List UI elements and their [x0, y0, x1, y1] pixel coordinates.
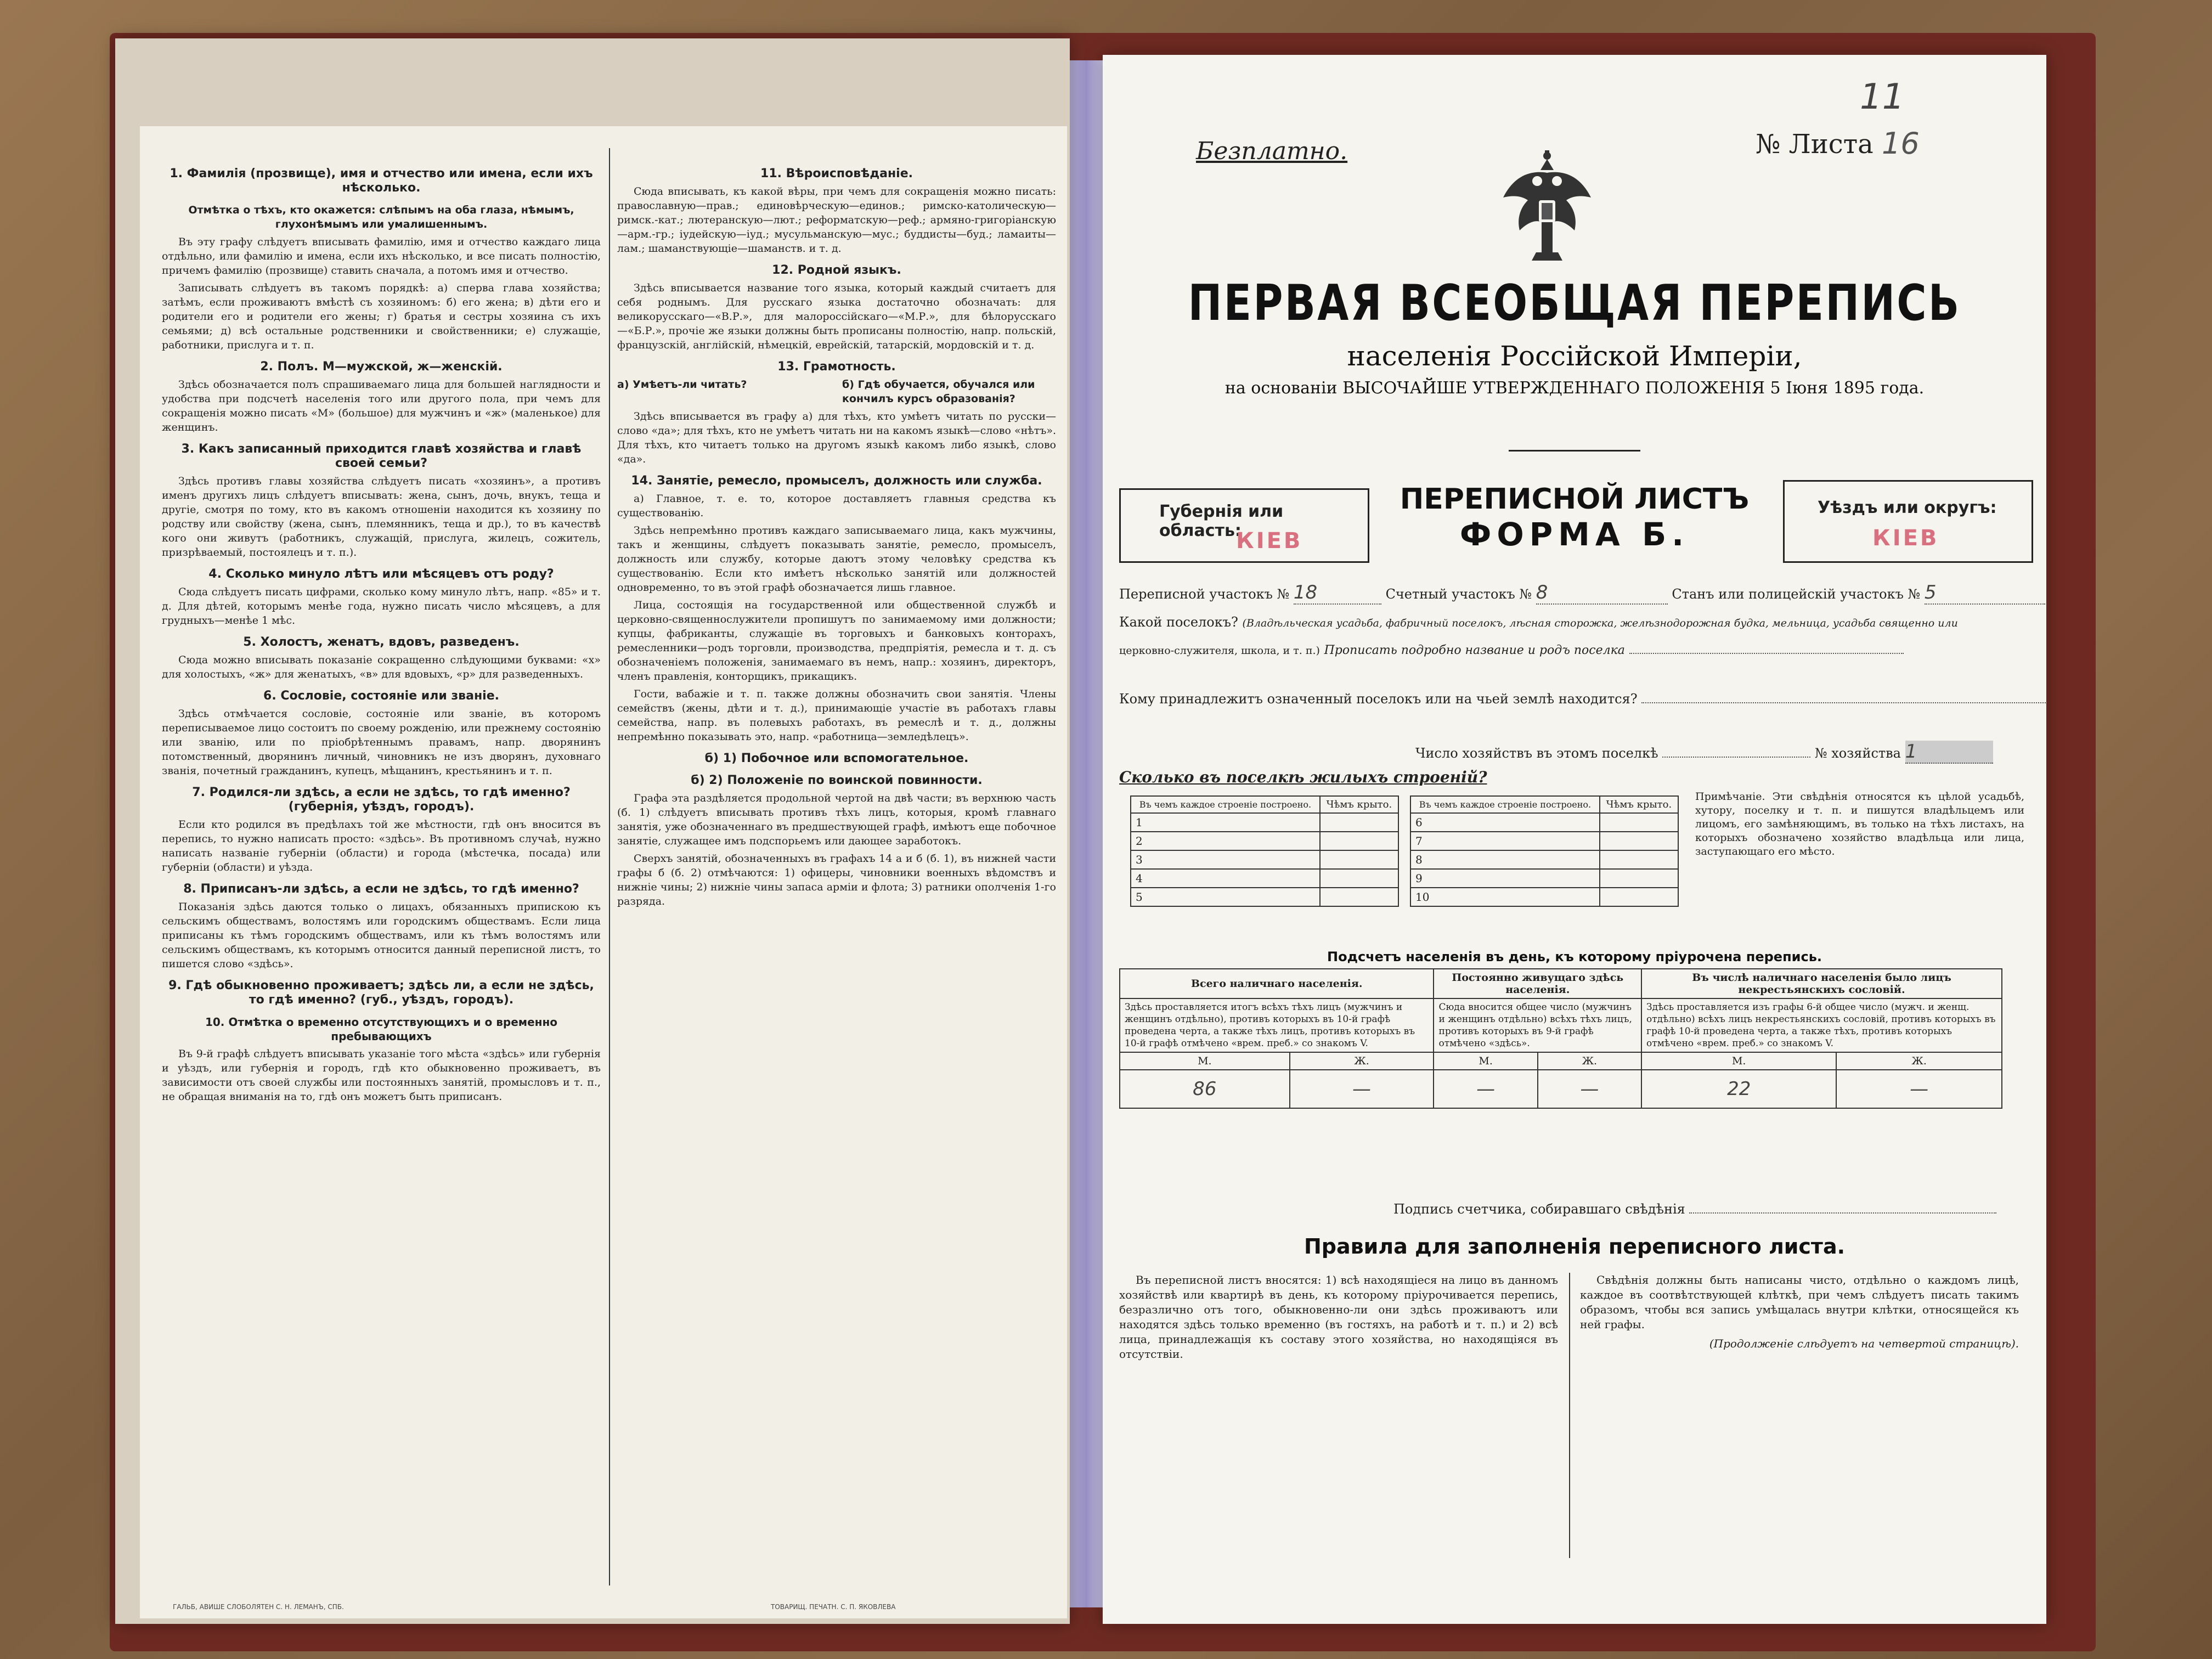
form-variant: ФОРМА Б. [1459, 516, 1690, 553]
building-row-num: 9 [1410, 869, 1600, 888]
households-row [1119, 741, 2030, 764]
section-14b-title: б) 1) Побочное или вспомогательное. [704, 752, 969, 765]
stan-label: Станъ или полицейскій участокъ № [1672, 586, 1921, 602]
section-5-title: 5. Холостъ, женатъ, вдовъ, разведенъ. [243, 635, 520, 649]
census-subtitle: населенія Россійской Имперіи, [1347, 340, 1802, 372]
buildings-col-roof: Чѣмъ крыто. [1600, 796, 1678, 813]
section-4-text: Сюда слѣдуетъ писать цифрами, сколько кому минуло лѣтъ, напр. «85» и т. д. Для дѣтей, которымъ менѣе года, нужно писать число мѣсяцевъ, а для грудныхъ—менѣе 1 мѣс. [162, 586, 601, 627]
buildings-table-left [1130, 795, 1399, 907]
count-desc-non-peasant: Здѣсь проставляется изъ графы 6-й общее число (мужч. и женщ. отдѣльно) всѣхъ лицъ некрестьянскихъ сословій, противъ которыхъ въ графѣ 10-й проведена черта, а также тѣхъ, противъ которыхъ отмѣчено «врем. преб.» со знакомъ V. [1641, 998, 2002, 1052]
household-no-value: 1 [1905, 741, 1917, 763]
building-row-num: 5 [1131, 888, 1320, 906]
poselok-hint-2: церковно-служителя, школа, и т. п.) [1119, 645, 1320, 657]
section-3-text: Здѣсь противъ главы хозяйства слѣдуетъ писать «хозяинъ», а противъ именъ другихъ лицъ слѣдуетъ вписывать: жена, сынъ, дочь, внукъ, теща и другіе, смотря по тому, кто въ какомъ отношеніи находится къ хозяину по родству или свойству (жена, сынъ, племянникъ, теща и др.), то въ качествѣ кого они живутъ (работникъ, служащій, прислуга, жилецъ, сожитель, призрѣваемый, постоялецъ и т. п.). [162, 475, 601, 558]
building-cell[interactable] [1320, 869, 1398, 888]
handwritten-page-number: 11 [1860, 77, 1905, 117]
schet-uchastok-label: Счетный участокъ № [1385, 586, 1532, 602]
section-12-title: 12. Родной языкъ. [772, 263, 901, 277]
section-1-text-2: Записывать слѣдуетъ въ такомъ порядкѣ: а) сперва глава хозяйства; затѣмъ, если проживаютъ вмѣстѣ съ хозяиномъ: б) его жена; в) дѣти его и родители его и родители его жены; г) братья и сестры хозяина съ ихъ семьями; д) всѣ остальные родственники и свойственники; е) служащіе, работники, прислуга и т. п. [162, 282, 601, 351]
building-row-num: 4 [1131, 869, 1320, 888]
column-divider [609, 148, 610, 1585]
buildings-col-built: Въ чемъ каждое строеніе построено. [1131, 796, 1320, 813]
stan-field[interactable] [1925, 582, 2045, 605]
schet-uchastok-value: 8 [1536, 582, 1548, 603]
permanent-female-value[interactable]: — [1538, 1070, 1641, 1108]
building-row-num: 8 [1410, 850, 1600, 869]
rules-column-left [1119, 1273, 1558, 1362]
section-13-subheads [617, 377, 1056, 406]
poselok-hint: (Владѣльческая усадьба, фабричный поселокъ, лѣсная сторожка, желѣзнодорожная будка, мельница, усадьба священно или [1242, 617, 1958, 629]
count-head-total: Всего наличнаго населенія. [1120, 969, 1434, 998]
perepis-uchastok-label: Переписной участокъ № [1119, 586, 1290, 602]
owner-label: Кому принадлежитъ означенный поселокъ или на чьей землѣ находится? [1119, 691, 1638, 707]
population-count-table [1119, 968, 2002, 1109]
building-cell[interactable] [1600, 813, 1678, 832]
gubernia-label: Губернія или область: [1159, 502, 1284, 540]
col-female: Ж. [1836, 1052, 2002, 1070]
section-9-title: 9. Гдѣ обыкновенно проживаетъ; здѣсь ли, а если не здѣсь, то гдѣ именно? (губ., уѣздъ, городъ). [168, 979, 594, 1007]
section-8-text: Показанія здѣсь даются только о лицахъ, обязанныхъ припискою къ сельскимъ обществамъ, волостямъ или городскимъ обществамъ. Если лица приписаны къ тѣмъ городскимъ обществамъ, или къ тѣмъ волостямъ или сельскимъ обществамъ, къ которымъ относится данный переписной листъ, то пишется слово «здѣсь». [162, 901, 601, 970]
poselok-field[interactable] [1629, 653, 1904, 654]
section-13-title: 13. Грамотность. [777, 360, 896, 374]
section-9-text: Въ 9-й графѣ слѣдуетъ вписывать указаніе того мѣста «здѣсь» или губернія и уѣздъ, или губернія и городъ, гдѣ кто обыкновенно проживаетъ, въ зависимости отъ своей службы или постоянныхъ занятій, промысловъ и т. п., не обращая вниманія на то, гдѣ онъ можетъ быть приписанъ. [162, 1048, 601, 1103]
section-14a: а) Главное, т. е. то, которое доставляетъ главныя средства къ существованію. [617, 493, 1056, 519]
census-main-title: ПЕРВАЯ ВСЕОБЩАЯ ПЕРЕПИСЬ [1188, 274, 1961, 332]
section-6-text: Здѣсь отмѣчается сословіе, состояніе или званіе, въ которомъ переписываемое лицо состоитъ по своему рожденію, или прежнему состоянію или званію, или по пріобрѣтеннымъ правамъ, напр. дворянинъ потомственный, дворянинъ личный, чиновникъ не изъ дворянъ, духовнаго званія, почетный гражданинъ, купецъ, мѣщанинъ, крестьянинъ и т. п. [162, 708, 601, 777]
count-head-permanent: Постоянно живущаго здѣсь населенія. [1434, 969, 1641, 998]
rules-column-right [1580, 1273, 2019, 1351]
building-cell[interactable] [1600, 832, 1678, 850]
building-cell[interactable] [1320, 813, 1398, 832]
left-footer-1: ГАЛЬБ, АВИШЕ СЛОБОЛЯТЕН С. Н. ЛЕМАНЪ, СПБ. [173, 1603, 344, 1611]
census-legal-basis: на основаніи ВЫСОЧАЙШЕ УТВЕРЖДЕННАГО ПОЛОЖЕНІЯ 5 Іюня 1895 года. [1224, 379, 1925, 398]
settlement-row [1119, 614, 2030, 630]
sheet-number-value: 16 [1882, 126, 1920, 161]
instructions-column-2 [617, 159, 1056, 912]
schet-uchastok-field[interactable] [1536, 582, 1668, 605]
title-rule [1509, 450, 1640, 452]
uezd-value: КІЕВ [1872, 526, 1939, 551]
col-female: Ж. [1290, 1052, 1434, 1070]
sheet-number-label: № Листа [1756, 129, 1874, 160]
total-female-value[interactable]: — [1290, 1070, 1434, 1108]
building-row-num: 6 [1410, 813, 1600, 832]
building-cell[interactable] [1320, 850, 1398, 869]
signature-row [1119, 1201, 2030, 1217]
households-label: Число хозяйствъ въ этомъ поселкѣ [1415, 746, 1658, 761]
section-14b-text: Графа эта раздѣляется продольной чертой на двѣ части; въ верхнюю часть (б. 1) слѣдуетъ вписывать противъ тѣхъ лицъ, которыя, кромѣ главнаго занятія, уже обозначеннаго въ предшествующей графѣ, имѣютъ еще побочное занятіе, служащее имъ подспорьемъ или дающее заработокъ. [617, 792, 1056, 847]
perepis-uchastok-field[interactable] [1294, 582, 1381, 605]
signature-label: Подпись счетчика, собиравшаго свѣдѣнія [1393, 1201, 1685, 1217]
buildings-label: Сколько въ поселкѣ жилыхъ строеній? [1119, 768, 1487, 786]
section-13b: б) Гдѣ обучается, обучался или кончилъ курсъ образованія? [842, 379, 1035, 405]
section-14-text-2: Лица, состоящія на государственной или общественной службѣ и церковно-священнослужители пропишутъ по занимаемому ими должности; купцы, фабриканты, служащіе въ торговыхъ и банковыхъ конторахъ, ремесленники—родъ торговли, производства, предпріятія, ремесла и т. д. съ обозначеніемъ положенія, занимаемаго въ немъ, напр.: хозяинъ, директоръ, членъ правленія, конторщикъ, прикащикъ. [617, 599, 1056, 682]
section-14-text: Здѣсь непремѣнно противъ каждаго записываемаго лица, какъ мужчины, такъ и женщины, слѣдуетъ показывать занятіе, ремесло, промыселъ, должность или службу, которые даютъ этому человѣку средства къ существованію. Если кто имѣетъ нѣсколько занятій или должностей одновременно, то въ этой графѣ обозначается лишь главное. [617, 524, 1056, 594]
gubernia-value: КІЕВ [1236, 528, 1303, 554]
section-3-title: 3. Какъ записанный приходится главѣ хозяйства и главѣ своей семьи? [181, 442, 582, 470]
count-desc-permanent: Сюда вносится общее число (мужчинъ и женщинъ отдѣльно) всѣхъ тѣхъ лицъ, противъ которыхъ въ 9-й графѣ отмѣчено «здѣсь». [1434, 998, 1641, 1052]
section-4-title: 4. Сколько минуло лѣтъ или мѣсяцевъ отъ роду? [208, 567, 554, 581]
stan-value: 5 [1924, 582, 1937, 603]
settlement-row-2 [1119, 642, 2030, 657]
section-10-title: 10. Отмѣтка о временно отсутствующихъ и о временно пребывающихъ [205, 1015, 558, 1043]
continuation-note: (Продолженіе слѣдуетъ на четвертой страницѣ). [1709, 1337, 2019, 1350]
section-7-title: 7. Родился-ли здѣсь, а если не здѣсь, то гдѣ именно? (губернія, уѣздъ, городъ). [192, 786, 571, 814]
non-peasant-male-value[interactable]: 22 [1641, 1070, 1836, 1108]
rules-left-text: Въ переписной листъ вносятся: 1) всѣ находящіеся на лицо въ данномъ хозяйствѣ или квартирѣ въ день, къ которому пріурочивается перепись, безразлично отъ того, обыкновенно-ли они здѣсь проживаютъ или находятся здѣсь только временно (въ гостяхъ, на работѣ и т. п.) и 2) всѣ лица, принадлежащія къ составу этого хозяйства, но находящіяся въ отсутствіи. [1119, 1273, 1558, 1361]
building-cell[interactable] [1600, 888, 1678, 906]
owner-field[interactable] [1641, 702, 2046, 703]
buildings-note: Примѣчаніе. Эти свѣдѣнія относятся къ цѣлой усадьбѣ, хутору, поселку и т. п. и пишутся владѣльцемъ или лицомъ, его замѣняющимъ, въ только на тѣхъ листахъ, на которыхъ обозначено хозяйство владѣльца или лица, заступающаго его мѣсто. [1695, 791, 2024, 857]
section-1-subtitle: Отмѣтка о тѣхъ, кто окажется: слѣпымъ на оба глаза, нѣмымъ, глухонѣмымъ или умалишеннымъ. [188, 204, 574, 230]
section-7-text: Если кто родился въ предѣлахъ той же мѣстности, гдѣ онъ вносится въ перепись, то нужно написать просто: «здѣсь». Въ противномъ случаѣ, нужно написать названіе губерніи (области) и города (мѣстечка, посада) или губерніи (области) и уѣзда. [162, 819, 601, 873]
form-title: ПЕРЕПИСНОЙ ЛИСТЪ [1400, 483, 1750, 516]
building-cell[interactable] [1600, 850, 1678, 869]
section-2-text: Здѣсь обозначается полъ спрашиваемаго лица для большей наглядности и удобства при подсчетѣ населенія того или другого пола, при чемъ для сокращенія можно писать «М» (большое) для мужчинъ и «ж» (маленькое) для женщинъ. [162, 379, 601, 433]
permanent-male-value[interactable]: — [1434, 1070, 1537, 1108]
section-14-text-3: Гости, вабажіе и т. п. также должны обозначить свои занятія. Члены семействъ (жены, дѣти и т. д.), принимающіе участіе въ работахъ главы семейства, напр. въ полевыхъ работахъ, въ ремеслѣ и т. д., должны непремѣнно показывать это, напр. «работница—земледѣлецъ». [617, 688, 1056, 743]
building-cell[interactable] [1320, 832, 1398, 850]
section-14b-text-2: Сверхъ занятій, обозначенныхъ въ графахъ 14 а и б (б. 1), въ нижней части графы б (б. 2) отмѣчаются: 1) офицеры, чиновники военныхъ вѣдомствъ и нижніе чины; 2) нижніе чины запаса арміи и флота; 3) ратники ополченія 1-го разряда. [617, 853, 1056, 907]
count-desc-total: Здѣсь проставляется итогъ всѣхъ тѣхъ лицъ (мужчинъ и женщинъ отдѣльно), противъ которыхъ въ 10-й графѣ проведена черта, а также тѣхъ лицъ, противъ которыхъ въ 10-й графѣ отмѣчено «врем. преб.» со знакомъ V. [1120, 998, 1434, 1052]
uezd-box [1783, 480, 2033, 563]
section-14b2-title: б) 2) Положеніе по воинской повинности. [691, 774, 983, 787]
section-13a: а) Умѣетъ-ли читать? [617, 379, 747, 391]
household-no-field[interactable] [1905, 741, 1993, 764]
building-row-num: 10 [1410, 888, 1600, 906]
section-13-text: Здѣсь вписывается въ графу а) для тѣхъ, кто умѣетъ читать по русски—слово «да»; для тѣхъ, кто не умѣетъ читать ни на какомъ языкѣ—слово «нѣтъ». Для тѣхъ, кто читаетъ только на другомъ языкѣ какомъ либо языкѣ, слово «да». [617, 410, 1056, 465]
section-5-text: Сюда можно вписывать показаніе сокращенно слѣдующими буквами: «х» для холостыхъ, «ж» для женатыхъ, «в» для вдовыхъ, «р» для разведенныхъ. [162, 654, 601, 680]
building-row-num: 1 [1131, 813, 1320, 832]
building-row-num: 2 [1131, 832, 1320, 850]
free-label: Безплатно. [1196, 137, 1348, 165]
book-gutter [1070, 60, 1103, 1607]
poselok-label: Какой поселокъ? [1119, 614, 1238, 630]
section-12-text: Здѣсь вписывается название того языка, который каждый считаетъ для себя роднымъ. Для русскаго языка достаточно обозначать: для великорусскаго—«В.Р.», для малороссійскаго—«М.Р.», для бѣлорусскаго—«Б.Р.», прочіе же языки должны быть прописаны полностію, напр. польскій, французскій, англійскій, нѣмецкій, еврейскій, татарскій, мордовскій и т. д. [617, 282, 1056, 351]
buildings-row [1119, 768, 2030, 786]
building-row-num: 3 [1131, 850, 1320, 869]
form-title-block [1366, 483, 1783, 553]
section-8-title: 8. Приписанъ-ли здѣсь, а если не здѣсь, то гдѣ именно? [183, 882, 579, 896]
section-6-title: 6. Сословіе, состояніе или званіе. [263, 689, 499, 703]
instructions-column-1 [162, 159, 601, 1107]
rules-divider [1569, 1273, 1570, 1558]
building-cell[interactable] [1320, 888, 1398, 906]
section-1-text: Въ эту графу слѣдуетъ вписывать фамилію, имя и отчество каждаго лица отдѣльно, или фамилію и имена, если ихъ нѣсколько, и все писать полностію, причемъ фамилію (прозвище) ставить сначала, а потомъ имя и отчество. [162, 236, 601, 276]
census-form-page [1103, 55, 2046, 1624]
count-head-non-peasant: Въ числѣ наличнаго населенія было лицъ некрестьянскихъ сословій. [1641, 969, 2002, 998]
section-14-title: 14. Занятіе, ремесло, промыселъ, должность или служба. [631, 474, 1042, 488]
left-page [115, 38, 1070, 1624]
left-footer-2: ТОВАРИЩ. ПЕЧАТН. С. П. ЯКОВЛЕВА [771, 1603, 896, 1611]
col-male: М. [1641, 1052, 1836, 1070]
imperial-eagle-emblem [1498, 148, 1596, 263]
rules-title: Правила для заполненія переписного листа. [1304, 1234, 1846, 1259]
non-peasant-female-value[interactable]: — [1836, 1070, 2002, 1108]
total-male-value[interactable]: 86 [1120, 1070, 1290, 1108]
poselok-hint-3: Прописать подробно название и родъ поселка [1324, 644, 1625, 657]
instructions-page [140, 126, 1067, 1618]
perepis-uchastok-value: 18 [1293, 582, 1318, 603]
col-female: Ж. [1538, 1052, 1641, 1070]
district-row [1119, 582, 2030, 605]
section-2-title: 2. Полъ. М—мужской, ж—женскій. [260, 360, 503, 374]
rules-right-text: Свѣдѣнія должны быть написаны чисто, отдѣльно о каждомъ лицѣ, каждое въ соотвѣтствующей клѣткѣ, при чемъ слѣдуетъ писать такимъ образомъ, чтобы вся запись умѣщалась внутри клѣтки, относящейся къ ней графы. [1580, 1273, 2019, 1331]
buildings-table-right [1410, 795, 1679, 907]
signature-field[interactable] [1689, 1212, 1996, 1214]
count-title: Подсчетъ населенія въ день, къ которому пріурочена перепись. [1327, 949, 1822, 964]
building-row-num: 7 [1410, 832, 1600, 850]
building-cell[interactable] [1600, 869, 1678, 888]
col-male: М. [1434, 1052, 1537, 1070]
household-no-label: № хозяйства [1814, 746, 1901, 761]
buildings-col-built: Въ чемъ каждое строеніе построено. [1410, 796, 1600, 813]
gubernia-box [1119, 488, 1369, 563]
section-11-text: Сюда вписывать, къ какой вѣры, при чемъ для сокращенія можно писать: православную—прав.; единовѣрческую—единов.; римско-католическую—римск.-кат.; лютеранскую—лют.; реформатскую—реф.; армяно-григоріанскую—арм.-гр.; іудейскую—іуд.; мусульманскую—мус.; буддисты—буд.; ламаиты—лам.; шаманствующіе—шаманств. и т. д. [617, 185, 1056, 255]
col-male: М. [1120, 1052, 1290, 1070]
households-field[interactable] [1662, 757, 1810, 758]
uezd-label: Уѣздъ или округъ: [1818, 498, 1997, 517]
buildings-col-roof: Чѣмъ крыто. [1320, 796, 1398, 813]
owner-row [1119, 691, 2030, 707]
section-1-title: 1. Фамилія (прозвище), имя и отчество или имена, если ихъ нѣсколько. [170, 167, 593, 195]
section-11-title: 11. Вѣроисповѣданіе. [760, 167, 913, 180]
